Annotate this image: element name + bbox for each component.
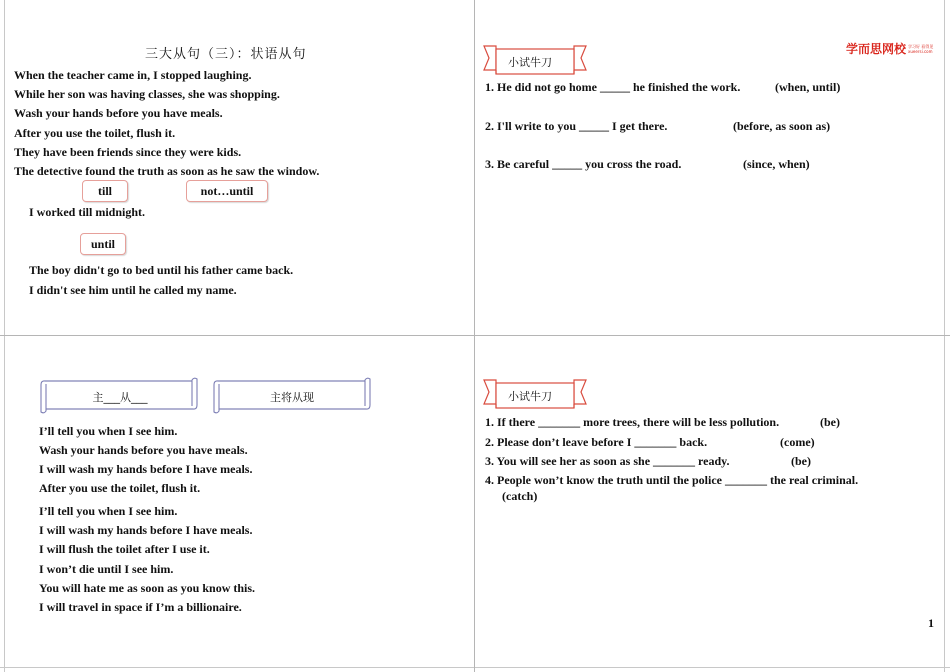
- exercise-hint: (catch): [502, 489, 538, 503]
- till-example: I worked till midnight.: [29, 205, 146, 219]
- rule-sentence: I will wash my hands before I have meals.: [39, 462, 253, 476]
- rule-sentence: I’ll tell you when I see him.: [39, 424, 178, 438]
- panel-divider-vertical: [474, 0, 475, 672]
- exercise-question: 4. People won’t know the truth until the police _______ the real criminal.: [485, 473, 859, 487]
- example-sentence: While her son was having classes, she was shopping.: [14, 87, 280, 101]
- logo-slogan: 学习好 看得见: [908, 43, 934, 49]
- exercise-options: (before, as soon as): [733, 119, 831, 133]
- exercise-question: 3. Be careful _____ you cross the road.: [485, 157, 682, 171]
- example-sentence: The detective found the truth as soon as he saw the window.: [14, 164, 320, 178]
- exercise-options: (since, when): [743, 157, 810, 171]
- exercise-question: 1. He did not go home _____ he finished the work.: [485, 80, 741, 94]
- rule-sentence: Wash your hands before you have meals.: [39, 443, 248, 457]
- rule-sentence: After you use the toilet, flush it.: [39, 481, 201, 495]
- exercise-question: 2. I'll write to you _____ I get there.: [485, 119, 668, 133]
- scroll-label-rule: 主将从现: [270, 391, 314, 404]
- exercise-hint: (be): [820, 415, 840, 429]
- example-sentence: Wash your hands before you have meals.: [14, 106, 223, 120]
- example-sentence: After you use the toilet, flush it.: [14, 126, 176, 140]
- rule-sentence: You will hate me as soon as you know this.: [39, 581, 256, 595]
- until-example: The boy didn't go to bed until his father came back.: [29, 263, 294, 277]
- example-sentence: When the teacher came in, I stopped laughing.: [14, 68, 252, 82]
- page-edge-left: [4, 0, 5, 672]
- logo-main-text: 学而思网校: [846, 42, 907, 56]
- exercise-question: 2. Please don’t leave before I _______ back.: [485, 435, 708, 449]
- page-title: 三大从句（三）：状语从句: [145, 47, 307, 62]
- logo-sub-text: [908, 44, 933, 54]
- exercise-question: 1. If there _______ more trees, there will be less pollution.: [485, 415, 780, 429]
- rule-sentence: I won’t die until I see him.: [39, 562, 174, 576]
- page-edge-right: [944, 0, 945, 672]
- exercise-options: (when, until): [775, 80, 841, 94]
- rule-sentence: I will flush the toilet after I use it.: [39, 542, 210, 556]
- xueersi-logo: [846, 40, 933, 57]
- keyword-tag-not-until: not…until: [186, 180, 268, 202]
- panel-divider-horizontal: [0, 335, 950, 336]
- keyword-tag-until: until: [80, 233, 126, 255]
- banner-title: 小试牛刀: [508, 390, 552, 403]
- logo-domain: xueersi.com: [908, 48, 933, 54]
- example-sentence: They have been friends since they were kids.: [14, 145, 242, 159]
- exercise-hint: (come): [780, 435, 815, 449]
- rule-sentence: I’ll tell you when I see him.: [39, 504, 178, 518]
- rule-sentence: I will travel in space if I’m a billionaire.: [39, 600, 242, 614]
- page-number: 1: [928, 616, 934, 630]
- page-edge-bottom: [0, 667, 950, 668]
- keyword-tag-till: till: [82, 180, 128, 202]
- scroll-label-pattern: 主___从___: [92, 391, 148, 404]
- until-example: I didn't see him until he called my name.: [29, 283, 237, 297]
- banner-title: 小试牛刀: [508, 56, 552, 69]
- exercise-hint: (be): [791, 454, 811, 468]
- rule-sentence: I will wash my hands before I have meals.: [39, 523, 253, 537]
- exercise-question: 3. You will see her as soon as she _______ ready.: [485, 454, 730, 468]
